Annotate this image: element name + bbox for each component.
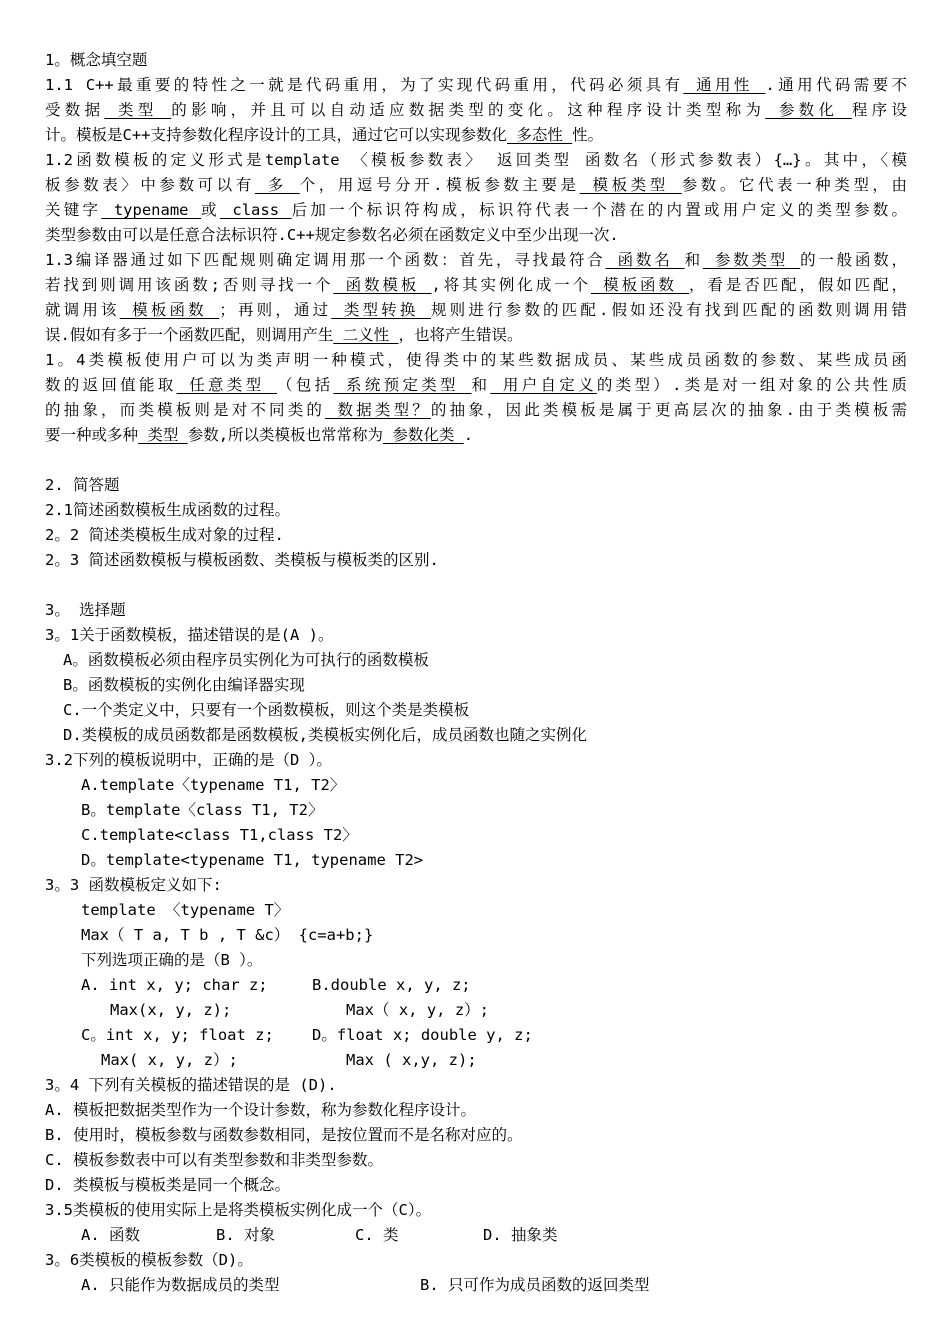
q1-4-line-4: 要一种或多种 类型 参数,所以类模板也常常称为 参数化类 . <box>45 426 474 444</box>
q3-5-option-d: D. 抽象类 <box>483 1226 558 1244</box>
q1-4-line-1: 1。4类模板使用户可以为类声明一种模式，使得类中的某些数据成员、某些成员函数的参数、某些成员函 <box>45 351 907 369</box>
blank-answer: 模板类型 <box>579 176 682 194</box>
q3-3-option-a: A. int x, y; char z; <box>81 976 268 994</box>
blank-answer: class <box>219 201 292 219</box>
q1-2-line-4: 类型参数由可以是任意合法标识符.C++规定参数名必须在函数定义中至少出现一次. <box>45 226 619 244</box>
q1-2-line-2: 板参数表〉中参数可以有 多 个，用逗号分开.模板参数主要是 模板类型 参数。它代表一种类型，由 <box>45 176 907 194</box>
blank-answer: 任意类型 <box>176 376 278 394</box>
q3-1-option-b: B。函数模板的实例化由编译器实现 <box>63 676 305 694</box>
blank-answer: 参数化 <box>765 101 852 119</box>
q3-4-option-d: D. 类模板与模板类是同一个概念。 <box>45 1176 290 1194</box>
blank-answer: 二义性 <box>333 326 399 344</box>
q1-4-line-3: 的抽象，而类模板则是对不同类的 数据类型？的抽象，因此类模板是属于更高层次的抽象.由于类模板需 <box>45 401 907 419</box>
q3-5-options <box>81 1223 943 1248</box>
section-3-heading: 3。 选择题 <box>45 601 126 619</box>
q3-3-option-c: C。int x, y; float z; <box>81 1026 274 1044</box>
q3-3-option-a-call: Max(x, y, z); <box>110 1001 232 1019</box>
q3-3-question: 下列选项正确的是（B ）。 <box>81 951 263 969</box>
q3-3-options-cd-call <box>81 1048 943 1073</box>
q3-3-code-line-2: Max（ T a, T b , T &c） {c=a+b;} <box>81 926 374 944</box>
blank-answer: 参数类型 <box>702 251 801 269</box>
q3-1-stem: 3。1关于函数模板，描述错误的是(A )。 <box>45 626 334 644</box>
blank-answer: 类型 <box>138 426 188 444</box>
q1-1-line-3: 计。模板是C++支持参数化程序设计的工具，通过它可以实现参数化 多态性 性。 <box>45 126 604 144</box>
blank-answer: 参数化类 <box>383 426 464 444</box>
q3-5-option-a: A. 函数 <box>81 1226 140 1244</box>
q1-2-line-3: 关键字 typename 或 class 后加一个标识符构成，标识符代表一个潜在的内置或用户定义的类型参数。 <box>45 201 907 219</box>
q1-4-line-2: 数的返回值能取 任意类型 （包括 系统预定类型 和 用户自定义的类型）.类是对一组对象的公共性质 <box>45 376 907 394</box>
q3-4-option-a: A. 模板把数据类型作为一个设计参数，称为参数化程序设计。 <box>45 1101 476 1119</box>
q3-1-option-c: C.一个类定义中，只要有一个函数模板，则这个类是类模板 <box>63 701 470 719</box>
q3-3-options-cd-decl <box>81 1023 943 1048</box>
q3-2-option-d: D。template<typename T1, typename T2> <box>81 851 424 869</box>
q3-3-options-ab-decl <box>81 973 943 998</box>
blank-answer: 数据类型？ <box>325 401 431 419</box>
q3-3-option-b: B.double x, y, z; <box>312 976 471 994</box>
blank-answer: 多 <box>254 176 300 194</box>
section-2-heading: 2. 简答题 <box>45 476 120 494</box>
q1-1-line-1: 1.1 C++最重要的特性之一就是代码重用，为了实现代码重用，代码必须具有 通用性 .通用代码需要不 <box>45 76 907 94</box>
blank-answer: 通用性 <box>683 76 766 94</box>
blank-answer: 用户自定义 <box>490 376 597 394</box>
q1-2-line-1: 1.2函数模板的定义形式是template 〈模板参数表〉 返回类型 函数名（形式参数表）{…}。其中，〈模 <box>45 151 907 169</box>
q3-1-option-a: A。函数模板必须由程序员实例化为可执行的函数模板 <box>63 651 429 669</box>
blank-answer: 多态性 <box>507 126 573 144</box>
blank-answer: 函数名 <box>605 251 685 269</box>
blank-answer: 函数模板 <box>333 276 432 294</box>
blank-answer: 类型转换 <box>331 301 432 319</box>
q3-6-options <box>81 1273 943 1298</box>
blank-answer: 模板函数 <box>590 276 690 294</box>
q3-3-stem: 3。3 函数模板定义如下: <box>45 876 222 894</box>
q3-3-option-d: D。float x; double y, z; <box>312 1026 533 1044</box>
q3-3-option-b-call: Max（ x, y, z）; <box>346 1001 489 1019</box>
q3-6-option-a: A. 只能作为数据成员的类型 <box>81 1276 280 1294</box>
q3-4-option-b: B. 使用时，模板参数与函数参数相同，是按位置而不是名称对应的。 <box>45 1126 523 1144</box>
q3-5-option-c: C. 类 <box>355 1226 399 1244</box>
q3-1-option-d: D.类模板的成员函数都是函数模板,类模板实例化后，成员函数也随之实例化 <box>63 726 587 744</box>
q3-2-option-c: C.template<class T1,class T2〉 <box>81 826 358 844</box>
q3-4-stem: 3。4 下列有关模板的描述错误的是 (D). <box>45 1076 337 1094</box>
q3-3-code-line-1: template 〈typename T〉 <box>81 901 290 919</box>
q3-3-option-d-call: Max ( x,y, z); <box>346 1051 477 1069</box>
q1-1-line-2: 受数据 类型 的影响，并且可以自动适应数据类型的变化。这种程序设计类型称为 参数化 程序设 <box>45 101 907 119</box>
short-answer-item: 2。3 简述函数模板与模板函数、类模板与模板类的区别. <box>45 551 439 569</box>
q1-3-line-3: 就调用该 模板函数 ；再则，通过 类型转换 规则进行参数的匹配.假如还没有找到匹配的函数则调用错 <box>45 301 907 319</box>
q3-2-option-a: A.template〈typename T1, T2〉 <box>81 776 346 794</box>
q3-2-option-b: B。template〈class T1, T2〉 <box>81 801 324 819</box>
q3-3-options-ab-call <box>81 998 943 1023</box>
q3-5-stem: 3.5类模板的使用实际上是将类模板实例化成一个（C）。 <box>45 1201 432 1219</box>
short-answer-item: 2.1简述函数模板生成函数的过程。 <box>45 501 290 519</box>
blank-answer: 类型 <box>104 101 172 119</box>
q3-2-stem: 3.2下列的模板说明中，正确的是（D ）。 <box>45 751 332 769</box>
blank-answer: typename <box>101 201 202 219</box>
q3-6-option-b: B. 只可作为成员函数的返回类型 <box>420 1276 650 1294</box>
q1-3-line-4: 误.假如有多于一个函数匹配，则调用产生 二义性 ，也将产生错误。 <box>45 326 523 344</box>
q3-3-option-c-call: Max( x, y, z）; <box>101 1051 238 1069</box>
blank-answer: 系统预定类型 <box>333 376 472 394</box>
q3-4-option-c: C. 模板参数表中可以有类型参数和非类型参数。 <box>45 1151 383 1169</box>
blank-answer: 模板函数 <box>119 301 220 319</box>
q3-5-option-b: B. 对象 <box>216 1226 275 1244</box>
q3-6-stem: 3。6类模板的模板参数（D)。 <box>45 1251 253 1269</box>
section-1-heading: 1。概念填空题 <box>45 51 148 69</box>
short-answer-item: 2。2 简述类模板生成对象的过程. <box>45 526 284 544</box>
q1-3-line-2: 若找到则调用该函数;否则寻找一个 函数模板 ,将其实例化成一个 模板函数 ，看是否匹配，假如匹配， <box>45 276 907 294</box>
q1-3-line-1: 1.3编译器通过如下匹配规则确定调用那一个函数：首先，寻找最符合 函数名 和 参数类型 的一般函数， <box>45 251 907 269</box>
